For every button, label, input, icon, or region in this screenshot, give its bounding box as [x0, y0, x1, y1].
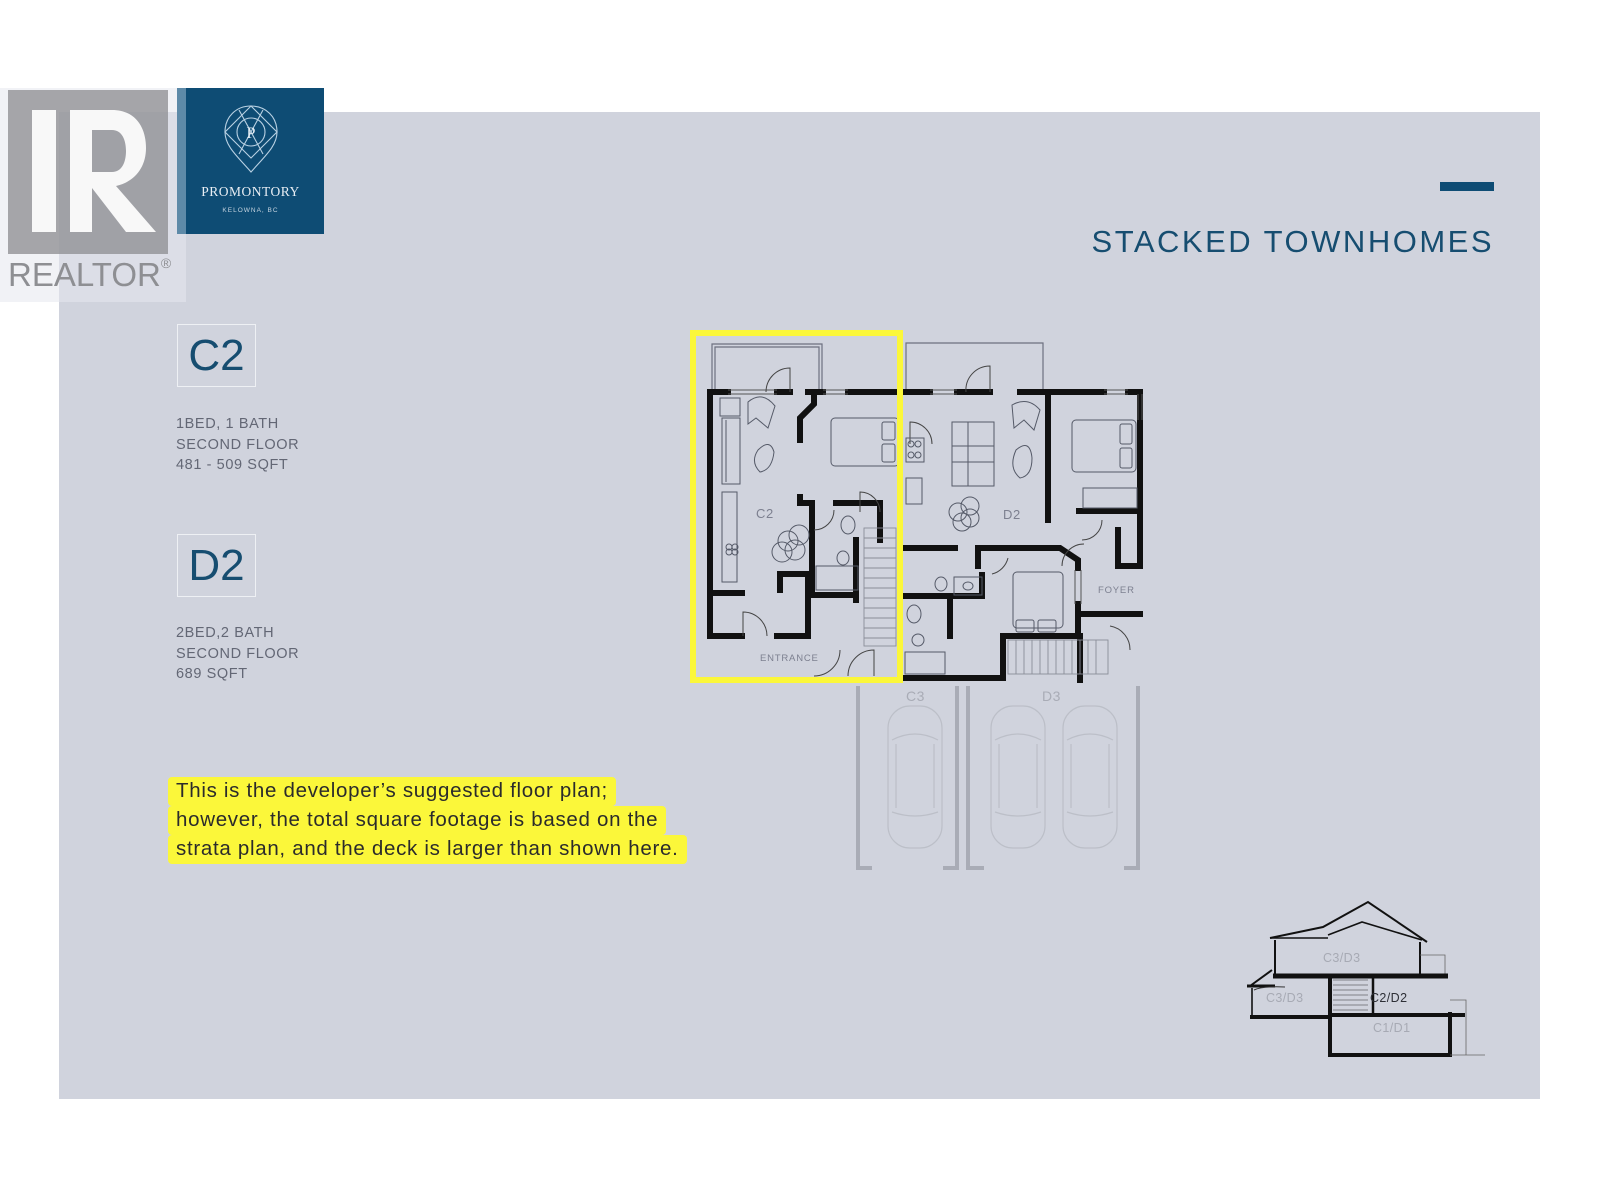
unit-c2-highlight: [690, 330, 903, 683]
floor-plan-disclaimer: [168, 777, 748, 864]
brand-name: PROMONTORY: [201, 184, 300, 199]
realtor-wordmark: REALTOR®: [8, 255, 172, 293]
section-level-top: C3/D3: [1323, 951, 1361, 965]
title-accent-bar: [1440, 182, 1494, 191]
section-level-lower-left: C3/D3: [1266, 991, 1304, 1005]
unit-floor: SECOND FLOOR: [176, 436, 300, 453]
section-level-bottom: C1/D1: [1373, 1021, 1411, 1035]
svg-text:P: P: [246, 125, 256, 142]
unit-details-c2: [176, 414, 299, 476]
promontory-pin-icon: [221, 104, 281, 176]
plan-room-label-foyer: FOYER: [1098, 585, 1135, 596]
section-level-middle: C2/D2: [1370, 991, 1408, 1005]
unit-area: 481 - 509 SQFT: [176, 457, 289, 473]
garage-label-c3: C3: [906, 688, 925, 704]
plan-room-label-entrance: ENTRANCE: [760, 653, 819, 664]
garage-label-d3: D3: [1042, 688, 1061, 704]
plan-unit-label-d2: D2: [1003, 507, 1021, 522]
unit-area: 689 SQFT: [176, 666, 248, 682]
unit-badge-d2: D2: [177, 534, 256, 597]
unit-details-d2: [176, 623, 299, 685]
unit-floor: SECOND FLOOR: [176, 645, 300, 662]
promontory-logo: [177, 88, 324, 234]
disclaimer-line: however, the total square footage is based on the: [168, 806, 666, 835]
realtor-r-logo-icon: [8, 90, 168, 254]
disclaimer-line: strata plan, and the deck is larger than shown here.: [168, 835, 687, 864]
unit-beds-baths: 1BED, 1 BATH: [176, 416, 279, 432]
page-title: STACKED TOWNHOMES: [1091, 224, 1494, 259]
plan-unit-label-c2: C2: [756, 506, 774, 521]
brand-location: KELOWNA, BC: [222, 207, 279, 214]
unit-beds-baths: 2BED,2 BATH: [176, 625, 275, 641]
unit-badge-c2: C2: [177, 324, 256, 387]
realtor-watermark: [0, 88, 186, 302]
disclaimer-line: This is the developer’s suggested floor plan;: [168, 777, 616, 806]
